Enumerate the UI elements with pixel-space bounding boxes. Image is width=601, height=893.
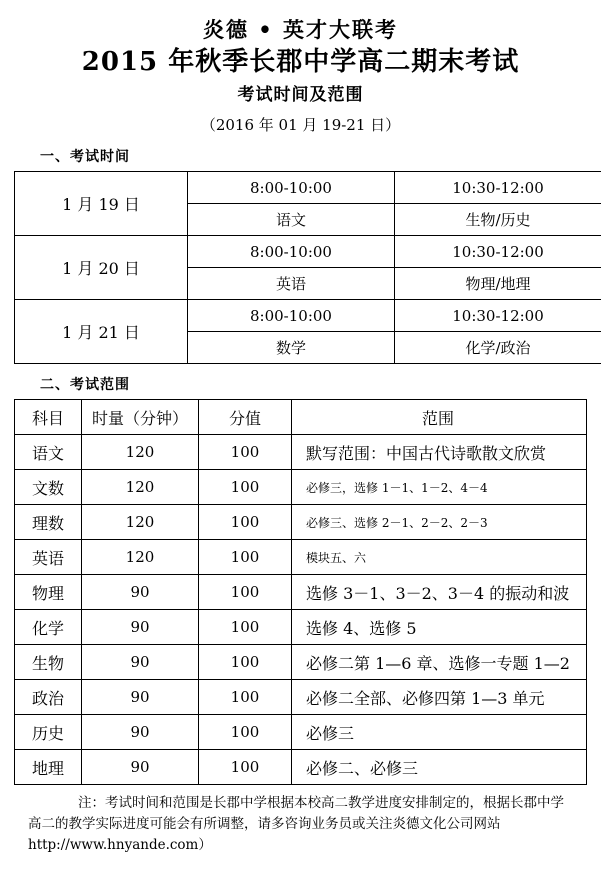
cell-subject: 文数 <box>15 470 82 505</box>
cell-duration: 90 <box>82 750 199 785</box>
table-row <box>15 750 587 785</box>
cell-duration: 120 <box>82 470 199 505</box>
cell-duration: 90 <box>82 645 199 680</box>
exam-slot-time: 8:00-10:00 <box>188 172 395 204</box>
exam-slot-subject: 物理/地理 <box>395 268 601 300</box>
table-row <box>15 236 601 268</box>
cell-scope: 模块五、六 <box>292 540 587 575</box>
cell-duration: 120 <box>82 505 199 540</box>
page-title: 2015 年秋季长郡中学高二期末考试 <box>81 47 520 78</box>
cell-subject: 物理 <box>15 575 82 610</box>
cell-score: 100 <box>199 505 292 540</box>
exam-scope-table <box>14 399 587 785</box>
page-subtitle: 考试时间及范围 <box>237 85 364 106</box>
column-header-scope: 范围 <box>292 400 587 435</box>
exam-time-table <box>14 171 601 364</box>
table-row <box>15 540 587 575</box>
cell-score: 100 <box>199 610 292 645</box>
cell-subject: 英语 <box>15 540 82 575</box>
cell-subject: 历史 <box>15 715 82 750</box>
cell-scope: 必修二第 1—6 章、选修一专题 1—2 <box>292 645 587 680</box>
exam-slot-time: 10:30-12:00 <box>395 172 601 204</box>
cell-duration: 90 <box>82 575 199 610</box>
cell-scope: 必修二全部、必修四第 1—3 单元 <box>292 680 587 715</box>
cell-scope: 选修 4、选修 5 <box>292 610 587 645</box>
cell-score: 100 <box>199 680 292 715</box>
cell-duration: 120 <box>82 435 199 470</box>
cell-subject: 生物 <box>15 645 82 680</box>
footer-url: http://www.hnyande.com） <box>28 837 212 854</box>
cell-scope: 必修三、选修 2－1、2－2、2－3 <box>292 505 587 540</box>
cell-scope: 必修二、必修三 <box>292 750 587 785</box>
exam-slot-time: 10:30-12:00 <box>395 300 601 332</box>
exam-slot-subject: 生物/历史 <box>395 204 601 236</box>
section-heading-exam-scope: 二、考试范围 <box>40 377 130 394</box>
table-row <box>15 470 587 505</box>
exam-slot-subject: 英语 <box>188 268 395 300</box>
exam-slot-subject: 语文 <box>188 204 395 236</box>
cell-scope: 必修三 <box>292 715 587 750</box>
brand-title: 炎德 • 英才大联考 <box>202 17 399 42</box>
cell-subject: 地理 <box>15 750 82 785</box>
cell-score: 100 <box>199 435 292 470</box>
column-header-duration: 时量（分钟） <box>82 400 199 435</box>
exam-day: 1 月 20 日 <box>15 236 188 300</box>
date-range: （2016 年 01 月 19-21 日） <box>200 115 401 134</box>
exam-day: 1 月 21 日 <box>15 300 188 364</box>
table-row <box>15 610 587 645</box>
table-row <box>15 300 601 332</box>
table-row <box>15 172 601 204</box>
cell-duration: 90 <box>82 715 199 750</box>
footer-note <box>28 793 573 835</box>
column-header-score: 分值 <box>199 400 292 435</box>
table-row <box>15 505 587 540</box>
exam-slot-time: 10:30-12:00 <box>395 236 601 268</box>
table-row <box>15 435 587 470</box>
cell-duration: 90 <box>82 610 199 645</box>
cell-duration: 90 <box>82 680 199 715</box>
column-header-subject: 科目 <box>15 400 82 435</box>
table-row <box>15 715 587 750</box>
cell-subject: 政治 <box>15 680 82 715</box>
exam-slot-subject: 化学/政治 <box>395 332 601 364</box>
cell-score: 100 <box>199 645 292 680</box>
cell-duration: 120 <box>82 540 199 575</box>
cell-subject: 理数 <box>15 505 82 540</box>
table-row <box>15 680 587 715</box>
cell-score: 100 <box>199 540 292 575</box>
cell-score: 100 <box>199 575 292 610</box>
cell-score: 100 <box>199 750 292 785</box>
cell-scope: 选修 3－1、3－2、3－4 的振动和波 <box>292 575 587 610</box>
exam-slot-time: 8:00-10:00 <box>188 300 395 332</box>
cell-score: 100 <box>199 715 292 750</box>
table-row <box>15 645 587 680</box>
table-header-row <box>15 400 587 435</box>
table-row <box>15 575 587 610</box>
exam-slot-time: 8:00-10:00 <box>188 236 395 268</box>
note-text: 注：考试时间和范围是长郡中学根据本校高二教学进度安排制定的，根据长郡中学高二的教学实际进度可能会有所调整，请多咨询业务员或关注炎德文化公司网站 <box>28 795 564 833</box>
cell-subject: 语文 <box>15 435 82 470</box>
cell-subject: 化学 <box>15 610 82 645</box>
cell-scope: 默写范围：中国古代诗歌散文欣赏 <box>292 435 587 470</box>
exam-slot-subject: 数学 <box>188 332 395 364</box>
section-heading-exam-time: 一、考试时间 <box>40 149 130 166</box>
exam-day: 1 月 19 日 <box>15 172 188 236</box>
cell-score: 100 <box>199 470 292 505</box>
cell-scope: 必修三，选修 1－1、1－2、4－4 <box>292 470 587 505</box>
